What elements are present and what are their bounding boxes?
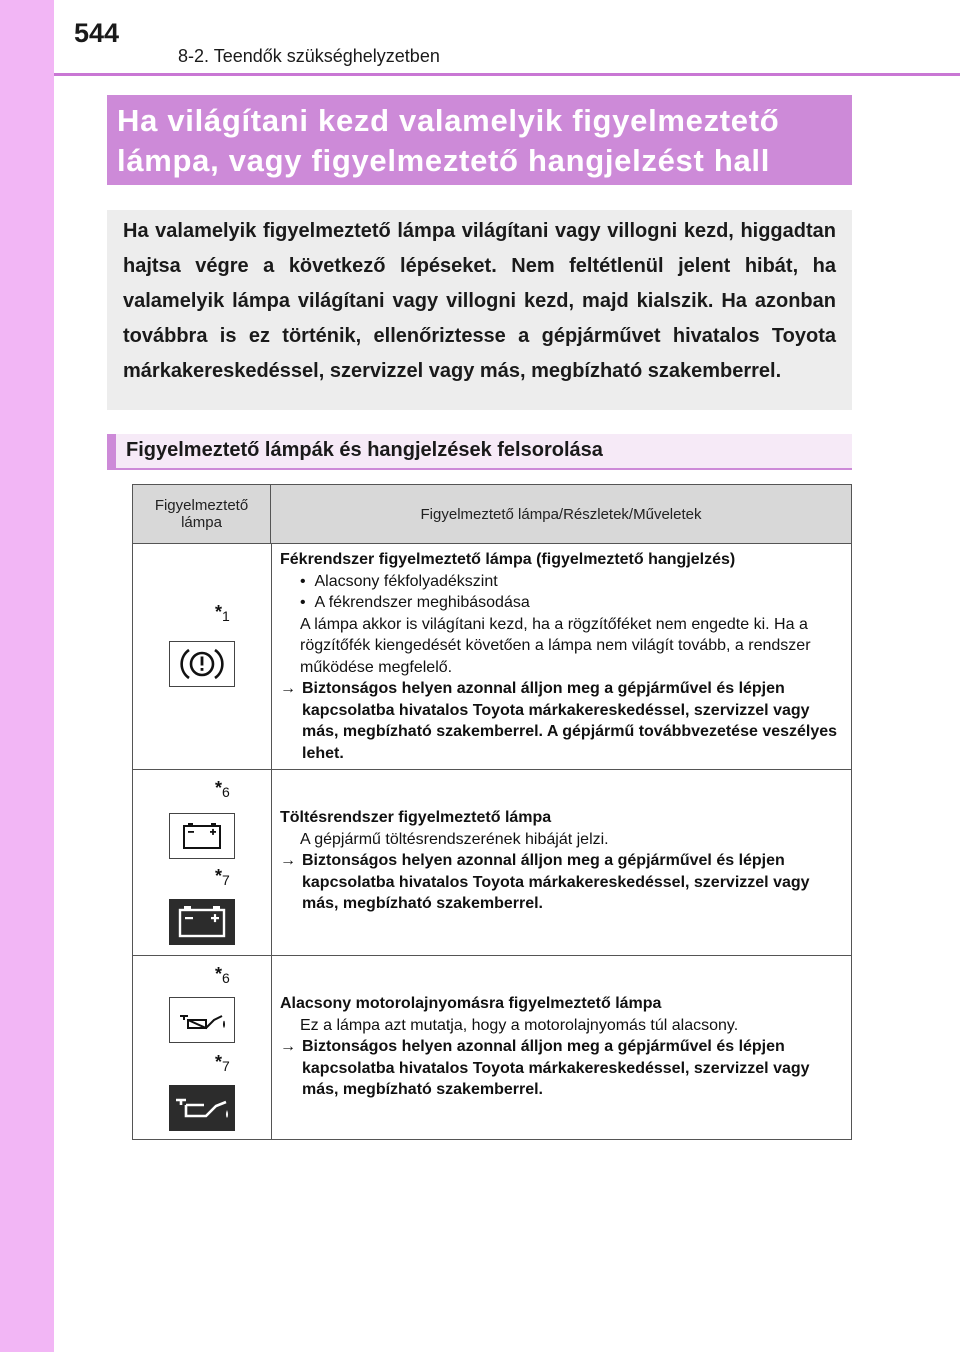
warning-lamp-table — [132, 484, 852, 1140]
footnote-ref: *7 — [215, 1052, 230, 1074]
footnote-ref: *1 — [215, 602, 230, 624]
footnote-ref: *6 — [215, 964, 230, 986]
brake-lamp-description — [280, 549, 840, 764]
oil-pressure-warning-icon — [169, 997, 235, 1043]
list-item: • Alacsony fékfolyadékszint — [300, 572, 498, 590]
column-divider — [271, 543, 272, 1139]
row-divider — [133, 543, 851, 544]
section-title: 8-2. Teendők szükséghelyzetben — [178, 46, 440, 66]
lamp-note: A gépjármű töltésrendszerének hibáját jelzi. — [300, 830, 609, 848]
oil-lamp-description — [280, 993, 840, 1101]
column-header-details: Figyelmeztető lámpa/Részletek/Műveletek — [271, 485, 851, 543]
side-color-band — [0, 0, 54, 1352]
action-instruction: → Biztonságos helyen azonnal álljon meg a gépjárművel és lépjen kapcsolatba hivatalos Toyota márkakereskedéssel, szervizzel vagy más, megbízható szakemberrel. — [280, 852, 810, 912]
header-divider — [54, 73, 960, 76]
subheading-divider — [107, 468, 852, 470]
lamp-title: Töltésrendszer figyelmeztető lámpa — [280, 809, 552, 826]
lamp-title: Alacsony motorolajnyomásra figyelmeztető lámpa — [280, 995, 662, 1012]
row-divider — [133, 955, 851, 956]
intro-text: Ha valamelyik figyelmeztető lámpa világítani vagy villogni kezd, higgadtan hajtsa végre a következő lépéseket. Nem feltétlenül jelent hibát, ha valamelyik lámpa világítani vagy villogni kezd, majd kialszik. Ha azonban továbbra is ez történik, ellenőriztesse a gépjárművet hivatalos Toyota márkakereskedéssel, szervizzel vagy más, megbízható szakemberrel. — [123, 220, 836, 382]
row-divider — [133, 769, 851, 770]
page-number: 544 — [74, 18, 120, 48]
lamp-note: A lámpa akkor is világítani kezd, ha a rögzítőféket nem engedte ki. Ha a rögzítőfék kiengedését követően a lámpa nem világít tovább, a rendszer működése megfelelő. — [300, 615, 811, 676]
battery-warning-icon — [169, 813, 235, 859]
brake-warning-icon — [169, 641, 235, 687]
footnote-ref: *6 — [215, 778, 230, 800]
charging-lamp-description — [280, 807, 840, 915]
page-title: Ha világítani kezd valamelyik figyelmeztető lámpa, vagy figyelmeztető hangjelzést hall — [117, 103, 780, 178]
intro-box — [107, 210, 852, 410]
subheading-box — [107, 434, 852, 468]
lamp-title: Fékrendszer figyelmeztető lámpa (figyelmeztető hangjelzés) — [280, 551, 736, 568]
battery-warning-icon — [169, 899, 235, 945]
footnote-ref: *7 — [215, 866, 230, 888]
page-title-box — [107, 95, 852, 185]
lamp-note: Ez a lámpa azt mutatja, hogy a motorolajnyomás túl alacsony. — [300, 1016, 739, 1034]
list-item: • A fékrendszer meghibásodása — [300, 594, 530, 611]
column-header-lamp: Figyelmeztető lámpa — [133, 485, 271, 543]
action-instruction: → Biztonságos helyen azonnal álljon meg a gépjárművel és lépjen kapcsolatba hivatalos Toyota márkakereskedéssel, szervizzel vagy más, megbízható szakemberrel. A gépjármű továbbvezetése veszélyes lehet. — [280, 680, 838, 762]
action-instruction: → Biztonságos helyen azonnal álljon meg a gépjárművel és lépjen kapcsolatba hivatalos Toyota márkakereskedéssel, szervizzel vagy más, megbízható szakemberrel. — [280, 1038, 810, 1098]
oil-pressure-warning-icon — [169, 1085, 235, 1131]
subheading: Figyelmeztető lámpák és hangjelzések felsorolása — [126, 439, 603, 461]
